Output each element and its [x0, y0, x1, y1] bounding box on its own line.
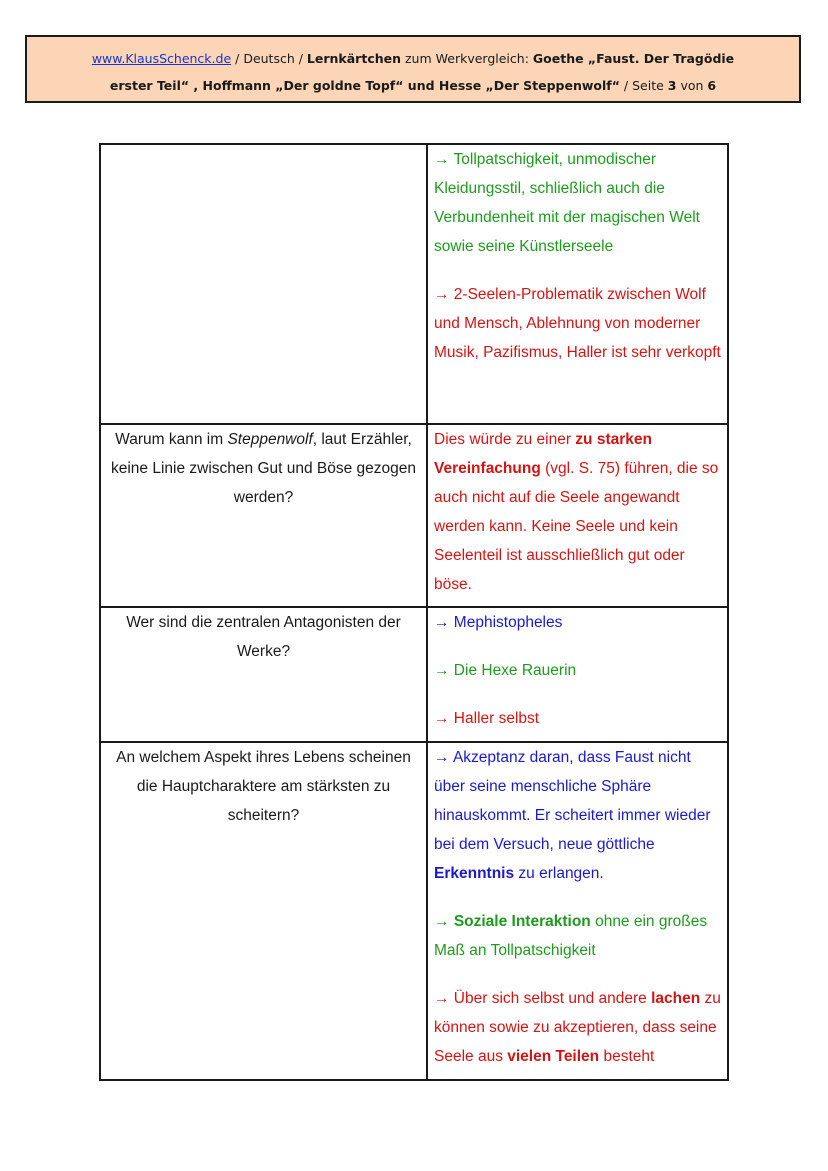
header-line-1: [27, 45, 799, 72]
answer-paragraph: [434, 984, 721, 1071]
answer-text: (vgl. S. 75) führen, die so auch nicht auf die Seele angewandt werden kann. Keine Seele und kein Seelenteil ist ausschließlich gut oder böse.: [434, 460, 719, 593]
answer-bold: zu starken Vereinfachung: [434, 431, 652, 477]
question-text: Warum kann im: [115, 431, 228, 448]
header-line-2: [27, 72, 799, 99]
table-row: [100, 144, 728, 424]
header-text: von: [676, 78, 708, 93]
table-row: [100, 742, 728, 1080]
answer-text: Dies würde zu einer: [434, 431, 576, 448]
answer-text: ohne ein großes Maß an Tollpatschigkeit: [434, 913, 708, 959]
header-bold: erster Teil“ , Hoffmann „Der goldne Topf“ und Hesse „Der Steppenwolf“: [109, 78, 620, 93]
flashcard-table: [99, 143, 729, 1081]
table-row: [100, 607, 728, 742]
answer-bold: vielen Teilen: [507, 1048, 600, 1065]
page-header: [25, 35, 801, 103]
page-total: 6: [707, 78, 717, 93]
header-text: zum Werkvergleich:: [401, 51, 533, 66]
answer-bold: Erkenntnis: [434, 865, 515, 882]
table-row: [100, 424, 728, 607]
answer-cell: [427, 144, 728, 424]
answer-cell: [427, 607, 728, 742]
question-cell: [100, 144, 427, 424]
answer-bold: Soziale Interaktion: [453, 913, 591, 930]
answer-text: → Die Hexe Rauerin: [434, 662, 577, 679]
answer-paragraph: [434, 743, 721, 888]
header-text: / Seite: [619, 78, 668, 93]
answer-text: → Tollpatschigkeit, unmodischer Kleidungsstil, schließlich auch die Verbundenheit mit der magischen Welt sowie seine Künstlerseele: [434, 151, 700, 255]
question-text: , laut Erzähler, keine Linie zwischen Gut und Böse gezogen werden?: [110, 431, 417, 506]
answer-text: → 2-Seelen-Problematik zwischen Wolf und Mensch, Ablehnung von moderner Musik, Pazifismus, Haller ist sehr verkopft: [434, 286, 721, 361]
answer-text: → Akzeptanz daran, dass Faust nicht über seine menschliche Sphäre hinauskommt. Er scheitert immer wieder bei dem Versuch, neue göttliche: [434, 749, 711, 853]
header-text: / Deutsch /: [231, 51, 307, 66]
answer-text: zu erlangen.: [514, 865, 604, 882]
answer-text: → Haller selbst: [434, 710, 540, 727]
answer-cell: [427, 424, 728, 607]
answer-text: → Mephistopheles: [434, 614, 563, 631]
answer-bold: lachen: [651, 990, 701, 1007]
question-cell: [100, 424, 427, 607]
question-cell: Wer sind die zentralen Antagonisten der Werke?: [100, 607, 427, 742]
answer-paragraph: [434, 907, 721, 965]
answer-cell: [427, 742, 728, 1080]
answer-text: → Über sich selbst und andere: [434, 990, 652, 1007]
answer-text: zu können sowie zu akzeptieren, dass seine Seele aus: [434, 990, 721, 1065]
question-cell: An welchem Aspekt ihres Lebens scheinen die Hauptcharaktere am stärksten zu scheitern?: [100, 742, 427, 1080]
page-number: 3: [667, 78, 677, 93]
header-bold: Goethe „Faust. Der Tragödie: [532, 51, 735, 66]
answer-text: besteht: [599, 1048, 655, 1065]
header-bold: Lernkärtchen: [306, 51, 402, 66]
answer-bold: →: [434, 913, 454, 930]
question-italic: Steppenwolf: [227, 431, 313, 448]
site-link[interactable]: www.KlausSchenck.de: [91, 51, 232, 66]
